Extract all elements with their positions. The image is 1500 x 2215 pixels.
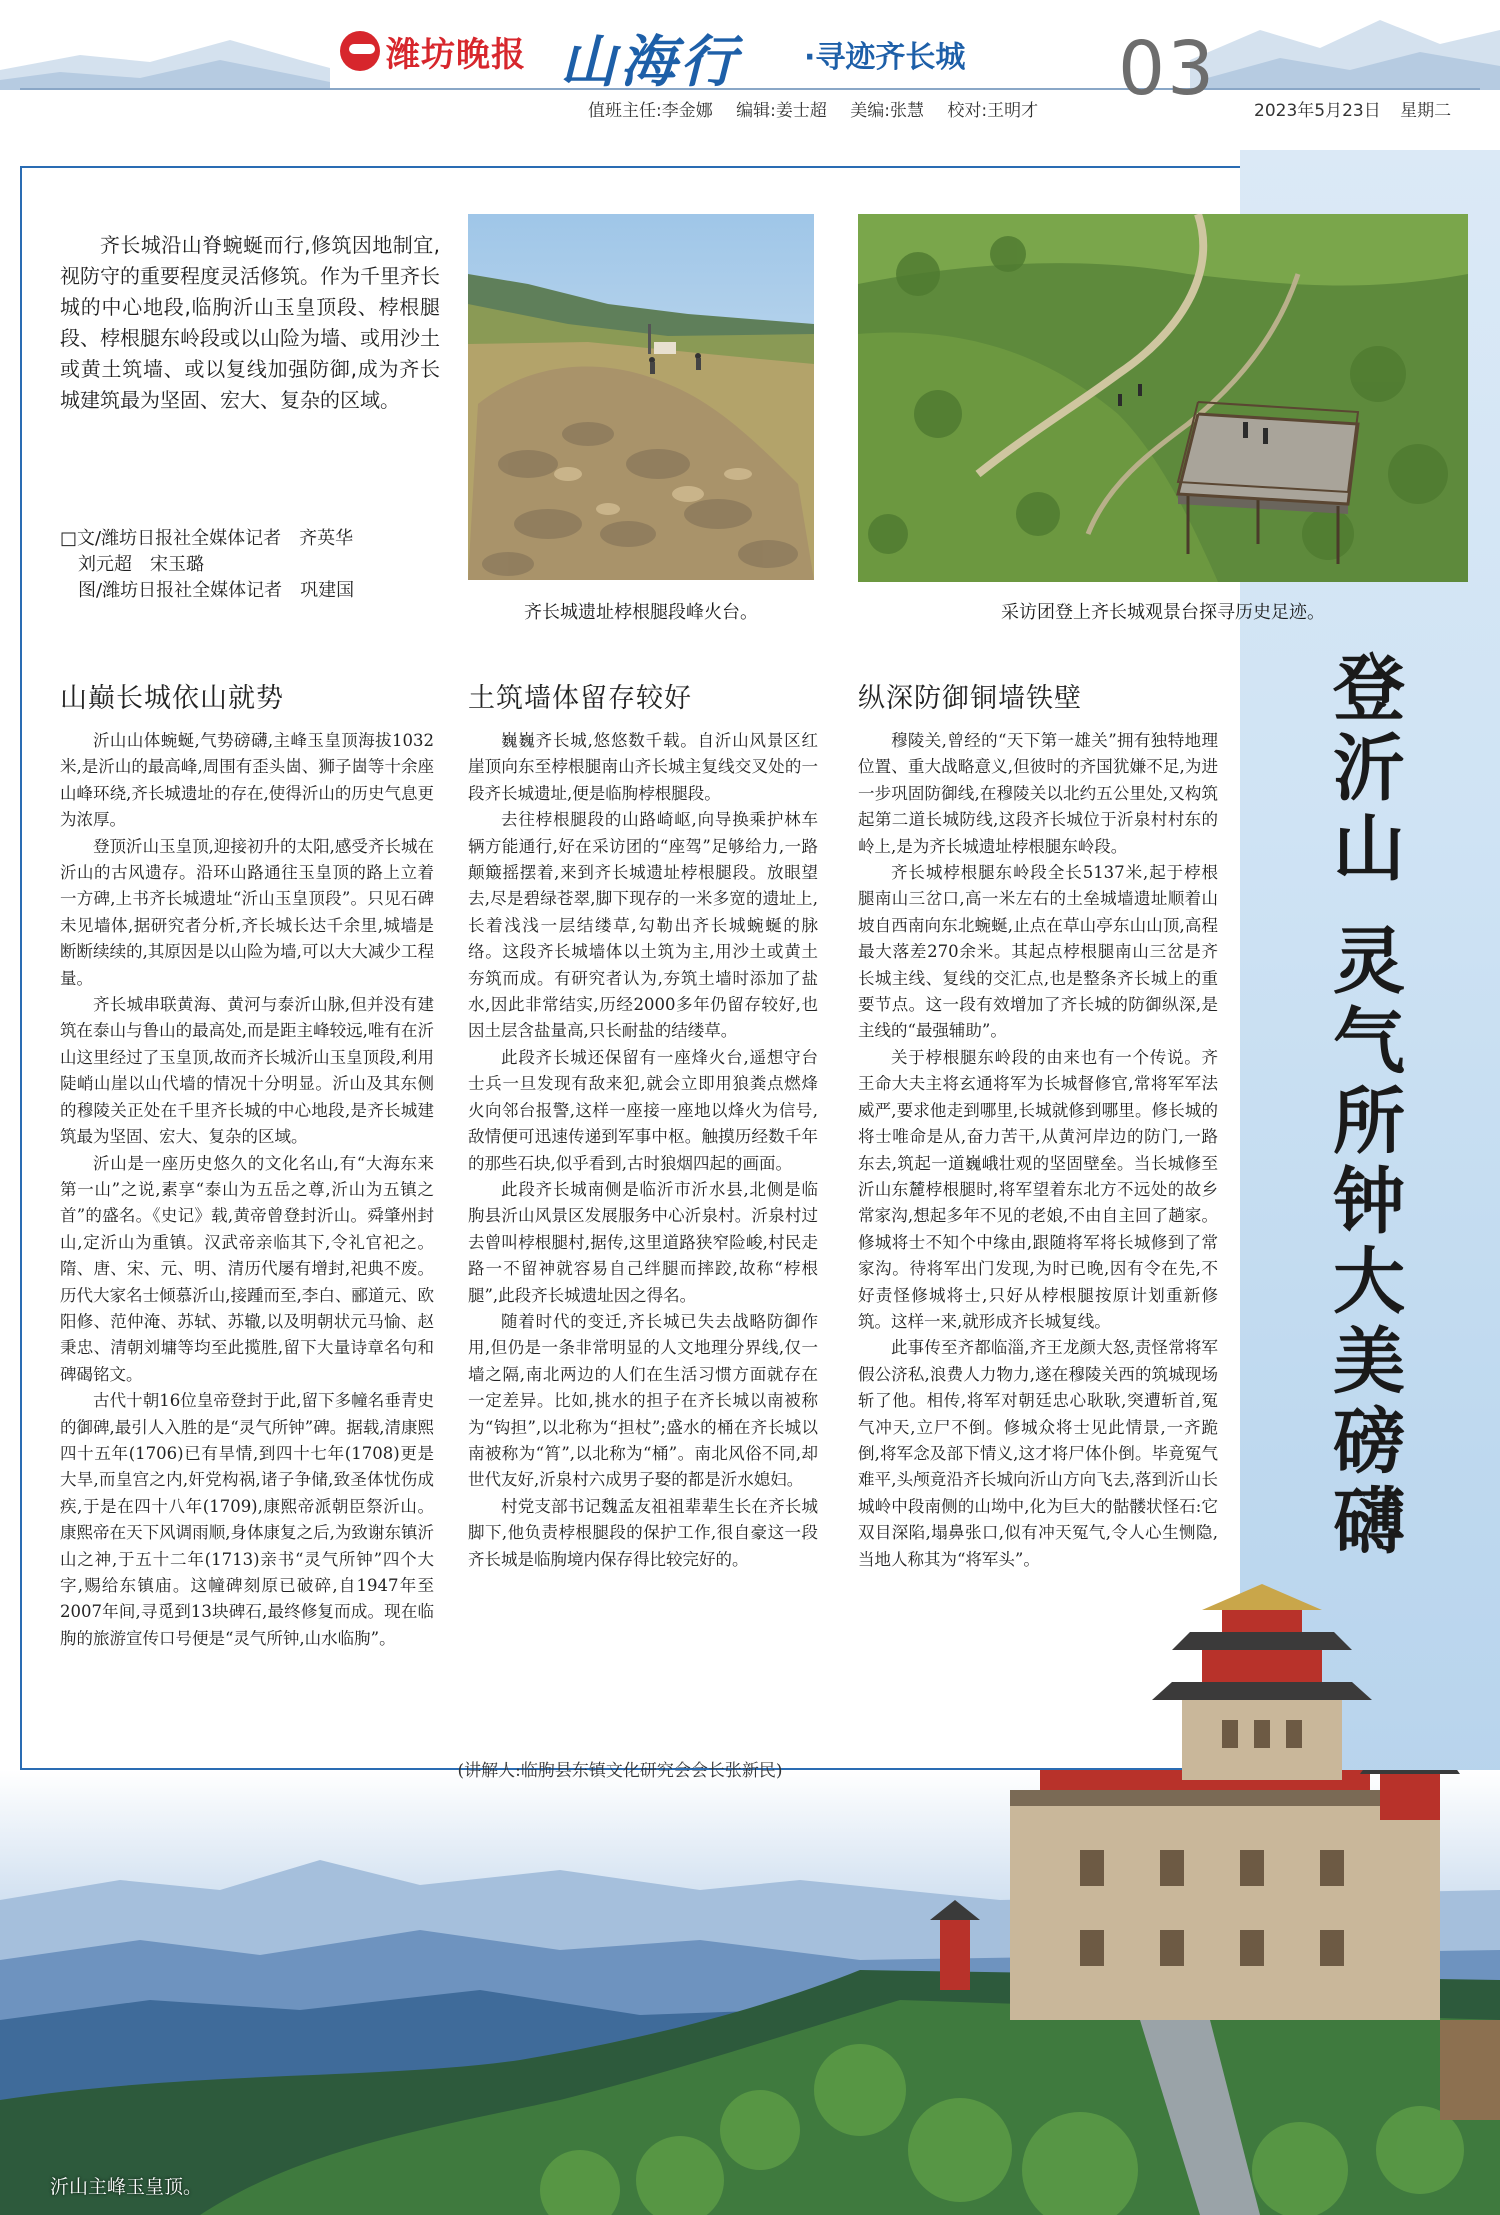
paragraph: 去往桲根腿段的山路崎岖,向导换乘护林车辆方能通行,好在采访团的“座驾”足够给力,一路颠簸摇摆着,来到齐长城遗址桲根腿段。放眼望去,尽是碧绿苍翠,脚下现存的一米多宽的遗址上,长着浅浅一层结缕草,勾勒出齐长城蜿蜒的脉络。这段齐长城墙体以土筑为主,用沙土或黄土夯筑而成。有研究者认为,夯筑土墙时添加了盐水,因此非常结实,历经2000多年仍留存较好,也因土层含盐量高,只长耐盐的结缕草。	[468, 810, 818, 1041]
byline-line: 刘元超 宋玉璐	[78, 554, 204, 575]
editor-credits	[588, 96, 1056, 121]
temple-tower-illustration	[1112, 1580, 1412, 1780]
series-subtitle: ·寻迹齐长城	[804, 40, 966, 75]
editor-credit: 编辑:姜士超	[736, 101, 827, 121]
intro-paragraph: 齐长城沿山脊蜿蜒而行,修筑因地制宜,视防守的重要程度灵活修筑。作为千里齐长城的中心地段,临朐沂山玉皇顶段、桲根腿段、桲根腿东岭段或以山险为墙、或用沙土或黄土筑墙、或以复线加强防御,成为齐长城建筑最为坚固、宏大、复杂的区域。	[60, 233, 440, 412]
newspaper-logo-icon	[340, 31, 380, 71]
paragraph: 关于桲根腿东岭段的由来也有一个传说。齐王命大夫主将玄通将军为长城督修官,常将军军法威严,要求他走到哪里,长城就修到哪里。修长城的将士唯命是从,奋力苦干,从黄河岸边的防门,一路东去,筑起一道巍峨壮观的坚固壁垒。当长城修至沂山东麓桲根腿时,将军望着东北方不远处的故乡常家沟,想起多年不见的老娘,不由自主回了趟家。修城将士不知个中缘由,跟随将军将长城修到了常家沟。待将军出门发现,为时已晚,因有令在先,不好责怪修城将士,只好从桲根腿按原计划重新修筑。这样一来,就形成齐长城复线。	[858, 1047, 1218, 1331]
paragraph: 登顶沂山玉皇顶,迎接初升的太阳,感受齐长城在沂山的古风遗存。沿环山路通往玉皇顶的路上立着一方碑,上书齐长城遗址“沂山玉皇顶段”。只见石碑未见墙体,据研究者分析,齐长城长达千余里,城墙是断断续续的,其原因是以山险为墙,可以大大减少工程量。	[60, 836, 434, 988]
paragraph: 村党支部书记魏孟友祖祖辈辈生长在齐长城脚下,他负责桲根腿段的保护工作,很自豪这一段齐长城是临朐境内保存得比较完好的。	[468, 1496, 818, 1569]
section-title: 土筑墙体留存较好	[468, 683, 692, 714]
panorama-caption: 沂山主峰玉皇顶。	[50, 2176, 203, 2198]
byline-line: □文/潍坊日报社全媒体记者 齐英华	[60, 528, 354, 549]
page-number: 03	[1118, 26, 1217, 112]
newspaper-logo	[340, 28, 526, 74]
observation-deck-photo	[858, 214, 1468, 582]
observation-deck-caption: 采访团登上齐长城观景台探寻历史足迹。	[1001, 602, 1325, 623]
paragraph: 穆陵关,曾经的“天下第一雄关”拥有独特地理位置、重大战略意义,但彼时的齐国犹嫌不足,为进一步巩固防御线,在穆陵关以北约五公里处,又构筑起第二道长城防线,这段齐长城位于沂泉村村东的岭上,是为齐长城遗址桲根腿东岭段。	[858, 731, 1218, 856]
paragraph: 沂山是一座历史悠久的文化名山,有“大海东来第一山”之说,素享“泰山为五岳之尊,沂山为五镇之首”的盛名。《史记》载,黄帝曾登封沂山。舜肇州封山,定沂山为重镇。汉武帝亲临其下,令礼官祀之。隋、唐、宋、元、明、清历代屡有增封,祀典不废。历代大家名士倾慕沂山,接踵而至,李白、郦道元、欧阳修、范仲淹、苏轼、苏辙,以及明朝状元马愉、赵秉忠、清朝刘墉等均至此揽胜,留下大量诗章名句和碑碣铭文。	[60, 1153, 434, 1384]
beacon-tower-caption: 齐长城遗址桲根腿段峰火台。	[524, 602, 758, 623]
series-title: 山海行	[560, 29, 740, 95]
article-column	[60, 728, 434, 1652]
paragraph: 此段齐长城还保留有一座烽火台,遥想守台士兵一旦发现有敌来犯,就会立即用狼粪点燃烽火向邻台报警,这样一座接一座地以烽火为信号,敌情便可迅速传递到军事中枢。触摸历经数千年的那些石块,似乎看到,古时狼烟四起的画面。	[468, 1047, 818, 1173]
paragraph: 随着时代的变迁,齐长城已失去战略防御作用,但仍是一条非常明显的人文地理分界线,仅一墙之隔,南北两边的人们在生活习惯方面就存在一定差异。比如,挑水的担子在齐长城以南被称为“钩担”,以北称为“担杖”;盛水的桶在齐长城以南被称为“筲”,以北称为“桶”。南北风俗不同,却世代友好,沂泉村六成男子娶的都是沂水媳妇。	[468, 1311, 818, 1490]
paragraph: 古代十朝16位皇帝登封于此,留下多幢名垂青史的御碑,最引人入胜的是“灵气所钟”碑。据载,清康熙四十五年(1706)已有旱情,到四十七年(1708)更是大旱,而皇宫之内,奸党构祸,诸子争储,致圣体忧伤成疾,于是在四十八年(1709),康熙帝派朝臣祭沂山。康熙帝在天下风调雨顺,身体康复之后,为致谢东镇沂山之神,于五十二年(1713)亲书“灵气所钟”四个大字,赐给东镇庙。这幢碑刻原已破碎,自1947年至2007年间,寻觅到13块碑石,最终修复而成。现在临朐的旅游宣传口号便是“灵气所钟,山水临朐”。	[60, 1391, 434, 1648]
article-column	[468, 728, 818, 1573]
beacon-tower-photo	[468, 214, 814, 580]
date: 2023年5月23日	[1254, 101, 1381, 121]
paragraph: 此段齐长城南侧是临沂市沂水县,北侧是临朐县沂山风景区发展服务中心沂泉村。沂泉村过去曾叫桲根腿村,据传,这里道路狭窄险峻,村民走路一不留神就容易自己绊腿而摔跤,故称“桲根腿”,此段齐长城遗址因之得名。	[468, 1179, 818, 1305]
paragraph: 齐长城串联黄海、黄河与泰沂山脉,但并没有建筑在泰山与鲁山的最高处,而是距主峰较远,唯有在沂山这里经过了玉皇顶,故而齐长城沂山玉皇顶段,利用陡峭山崖以山代墙的情况十分明显。沂山及其东侧的穆陵关正处在千里齐长城的中心地段,是齐长城建筑最为坚固、宏大、复杂的区域。	[60, 995, 434, 1147]
masthead-rule	[20, 88, 1480, 90]
editor-credit: 校对:王明才	[947, 101, 1039, 121]
byline-line: 图/潍坊日报社全媒体记者 巩建国	[78, 580, 355, 601]
section-title: 纵深防御铜墙铁壁	[858, 683, 1082, 714]
paragraph: 此事传至齐都临淄,齐王龙颜大怒,责怪常将军假公济私,浪费人力物力,遂在穆陵关西的筑城现场斩了他。相传,将军对朝廷忠心耿耿,突遭斩首,冤气冲天,立尸不倒。修城众将士见此情景,一齐跪倒,将军念及部下情义,这才将尸体仆倒。毕竟冤气难平,头颅竟沿齐长城向沂山方向飞去,落到沂山长城岭中段南侧的山坳中,化为巨大的骷髅状怪石:它双目深陷,塌鼻张口,似有冲天冤气,令人心生恻隐,当地人称其为“将军头”。	[858, 1338, 1218, 1569]
masthead	[0, 0, 1500, 160]
yuhuangding-panorama-photo	[0, 1770, 1500, 2215]
paragraph: 巍巍齐长城,悠悠数千载。自沂山风景区红崖顶向东至桲根腿南山齐长城主复线交叉处的一段齐长城遗址,便是临朐桲根腿段。	[468, 731, 818, 803]
section-title: 山巅长城依山就势	[60, 683, 284, 714]
issue-date	[1254, 96, 1465, 121]
newspaper-name: 潍坊晚报	[386, 34, 526, 75]
paragraph: 齐长城桲根腿东岭段全长5137米,起于桲根腿南山三岔口,高一米左右的土垒城墙遗址顺着山坡自西南向东北蜿蜒,止点在草山亭东山山顶,高程最大落差270余米。其起点桲根腿南山三岔是齐长城主线、复线的交汇点,也是整条齐长城上的重要节点。这一段有效增加了齐长城的防御纵深,是主线的“最强辅助”。	[858, 863, 1218, 1041]
interviewee-credit: (讲解人:临朐县东镇文化研究会会长张新民)	[457, 1761, 783, 1781]
byline	[60, 526, 440, 604]
editor-credit: 美编:张慧	[850, 101, 925, 121]
masthead-mountain-illustration	[0, 0, 1500, 160]
headline: 登沂山 灵气所钟大美磅礴	[1321, 650, 1405, 1564]
article-column	[858, 728, 1218, 1573]
paragraph: 沂山山体蜿蜒,气势磅礴,主峰玉皇顶海拔1032米,是沂山的最高峰,周围有歪头崮、狮子崮等十余座山峰环绕,齐长城遗址的存在,使得沂山的历史气息更为浓厚。	[60, 731, 434, 830]
editor-credit: 值班主任:李金娜	[588, 101, 713, 121]
weekday: 星期二	[1400, 101, 1452, 121]
